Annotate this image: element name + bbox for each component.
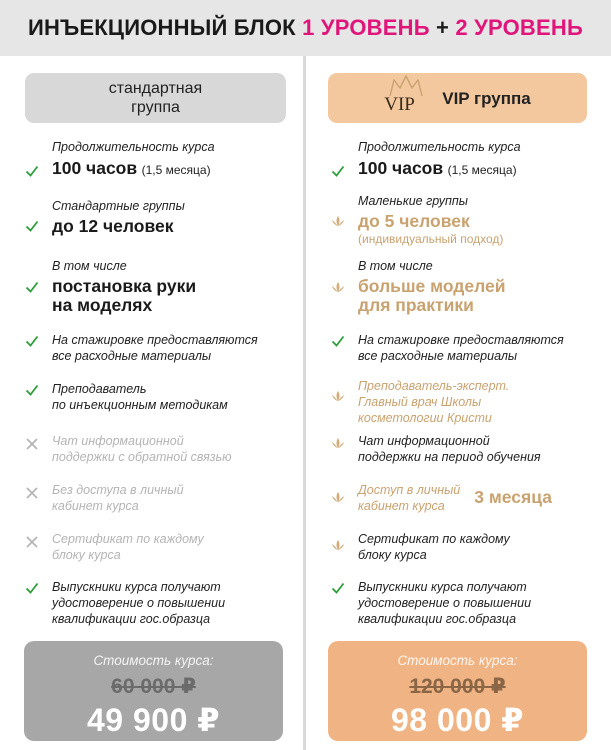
lotus-icon [331,280,345,294]
vip-chat [331,433,541,465]
standard-certificate [25,531,204,563]
standard-access [25,482,184,514]
vip-duration-label: Продолжительность курса [358,140,521,154]
vip-title: VIP группа [442,88,531,108]
vip-groups-value: до 5 человек [358,211,470,231]
standard-materials-line1: На стажировке предоставляются [52,333,258,347]
check-icon [25,383,39,397]
vip-materials-line1: На стажировке предоставляются [358,333,564,347]
standard-groups [25,199,185,236]
check-icon [331,334,345,348]
page-header [0,0,611,56]
standard-groups-value: до 12 человек [52,216,174,236]
check-icon [25,280,39,294]
vip-groups-note: (индивидуальный подход) [358,232,504,246]
header-level2: 2 УРОВЕНЬ [455,15,583,40]
vip-access-value: 3 месяца [474,487,552,507]
vip-graduates [331,579,531,627]
vip-price-box [328,641,587,741]
check-icon [25,164,39,178]
vip-groups-label: Маленькие группы [358,194,469,208]
vip-price-old: 120 000 ₽ [409,675,506,698]
vip-price-new: 98 000 ₽ [390,702,525,738]
header-plus: + [436,15,450,40]
standard-group-badge [25,73,286,123]
vip-duration [331,140,521,179]
standard-grad-line1: Выпускники курса получают [52,580,221,594]
lotus-icon [331,214,345,228]
vip-teacher [331,378,509,426]
vip-included-label: В том числе [358,259,433,273]
standard-grad-line2: удостоверение о повышении [52,596,226,610]
standard-teacher [25,381,228,413]
vip-teacher-line2: Главный врач Школы [358,395,482,409]
standard-graduates [25,579,225,627]
check-icon [331,581,345,595]
standard-included-line2: на моделях [52,295,153,315]
standard-cert-line2: блоку курса [52,548,121,562]
lotus-icon [331,538,345,552]
standard-chat-line2: поддержки с обратной связью [52,450,232,464]
vip-duration-value: 100 часов [358,158,444,178]
header-level1: 1 УРОВЕНЬ [302,15,430,40]
check-icon [25,581,39,595]
standard-access-line2: кабинет курса [52,499,139,513]
vip-duration-note: (1,5 месяца) [447,163,517,177]
standard-included [25,259,196,315]
header-title: ИНЪЕКЦИОННЫЙ БЛОК [28,15,296,40]
standard-included-line1: постановка руки [52,276,197,296]
standard-duration-label: Продолжительность курса [52,140,215,154]
standard-title-line1: стандартная [108,80,203,97]
vip-access-line1: Доступ в личный [358,483,461,497]
standard-teacher-line1: Преподаватель [52,382,147,396]
standard-grad-line3: квалификации гос.образца [52,612,211,626]
vip-group-badge [328,73,587,123]
vip-chat-line1: Чат информационной [358,434,490,448]
cross-icon [25,535,39,549]
standard-chat-line1: Чат информационной [52,434,184,448]
standard-cert-line1: Сертификат по каждому [52,532,204,546]
lotus-icon [331,490,345,504]
lotus-icon [331,436,345,450]
vip-teacher-line3: косметологии Кристи [358,411,492,425]
standard-price-caption: Стоимость курса: [93,653,214,668]
cross-icon [25,437,39,451]
standard-materials [25,332,258,364]
lotus-icon [331,389,345,403]
standard-price-box [24,641,283,741]
vip-included-line2: для практики [358,295,474,315]
standard-duration-note: (1,5 месяца) [141,163,211,177]
vip-materials-line2: все расходные материалы [358,349,518,363]
vip-access-line2: кабинет курса [358,499,445,513]
standard-duration [25,140,215,179]
vip-cert-line1: Сертификат по каждому [358,532,510,546]
standard-chat [25,433,232,465]
vip-logo-text: VIP [384,94,415,115]
vip-cert-line2: блоку курса [358,548,427,562]
vip-chat-line2: поддержки на период обучения [358,450,541,464]
standard-duration-value: 100 часов [52,158,138,178]
standard-price-old: 60 000 ₽ [111,675,196,698]
check-icon [25,219,39,233]
vip-grad-line2: удостоверение о повышении [358,596,532,610]
vip-groups [331,194,503,246]
standard-price-new: 49 900 ₽ [86,702,221,738]
cross-icon [25,486,39,500]
standard-materials-line2: все расходные материалы [52,349,212,363]
vip-access [331,482,552,514]
standard-column [0,56,303,750]
vip-materials [331,332,564,364]
check-icon [331,164,345,178]
vip-teacher-line1: Преподаватель-эксперт. [358,379,510,393]
standard-title-line2: группа [131,99,180,116]
vip-crown-logo [384,78,428,118]
vip-included-line1: больше моделей [358,276,506,296]
standard-access-line1: Без доступа в личный [52,483,184,497]
standard-groups-label: Стандартные группы [52,199,185,213]
standard-included-label: В том числе [52,259,127,273]
vip-grad-line3: квалификации гос.образца [358,612,517,626]
vip-column [306,56,611,750]
vip-certificate [331,531,510,563]
vip-price-caption: Стоимость курса: [397,653,518,668]
check-icon [25,334,39,348]
vip-included [331,259,506,315]
vip-grad-line1: Выпускники курса получают [358,580,527,594]
standard-teacher-line2: по инъекционным методикам [52,398,228,412]
